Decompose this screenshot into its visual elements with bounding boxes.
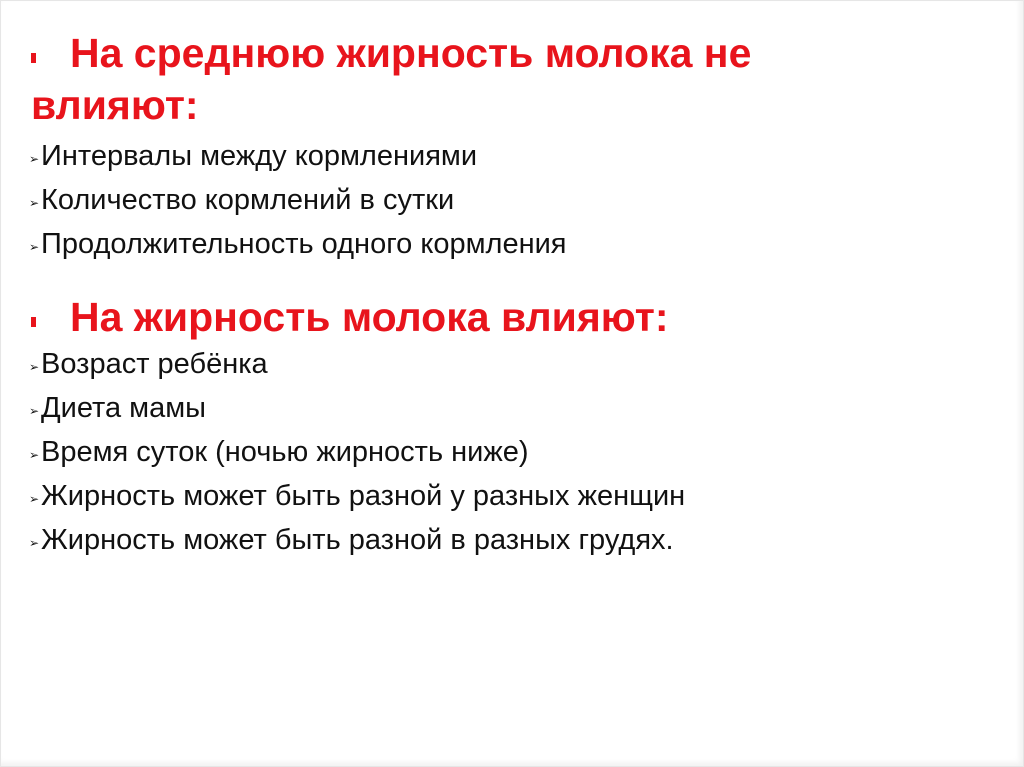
list-item: ➢Продолжительность одного кормления <box>29 224 567 268</box>
arrow-bullet-icon: ➢ <box>29 492 40 506</box>
list-item: ➢Диета мамы <box>29 388 685 432</box>
list-affecting <box>29 344 685 564</box>
arrow-bullet-icon: ➢ <box>29 240 40 254</box>
list-item: ➢Возраст ребёнка <box>29 344 685 388</box>
heading-line-1: На среднюю жирность молока не <box>70 30 752 76</box>
list-item: ➢Жирность может быть разной у разных женщин <box>29 476 685 520</box>
arrow-bullet-icon: ➢ <box>29 152 40 166</box>
arrow-bullet-icon: ➢ <box>29 196 40 210</box>
list-item: ➢Время суток (ночью жирность ниже) <box>29 432 685 476</box>
list-not-affecting <box>29 136 567 268</box>
list-item: ➢Интервалы между кормлениями <box>29 136 567 180</box>
arrow-bullet-icon: ➢ <box>29 536 40 550</box>
section-heading-affecting <box>31 291 669 343</box>
arrow-bullet-icon: ➢ <box>29 360 40 374</box>
heading-line-2: влияют: <box>31 82 199 128</box>
arrow-bullet-icon: ➢ <box>29 448 40 462</box>
list-item: ➢Жирность может быть разной в разных грудях. <box>29 520 685 564</box>
heading-text: На жирность молока влияют: <box>70 294 669 340</box>
list-item: ➢Количество кормлений в сутки <box>29 180 567 224</box>
red-bar-bullet-icon <box>31 317 36 327</box>
arrow-bullet-icon: ➢ <box>29 404 40 418</box>
section-heading-not-affecting <box>31 27 931 131</box>
red-bar-bullet-icon <box>31 53 36 63</box>
